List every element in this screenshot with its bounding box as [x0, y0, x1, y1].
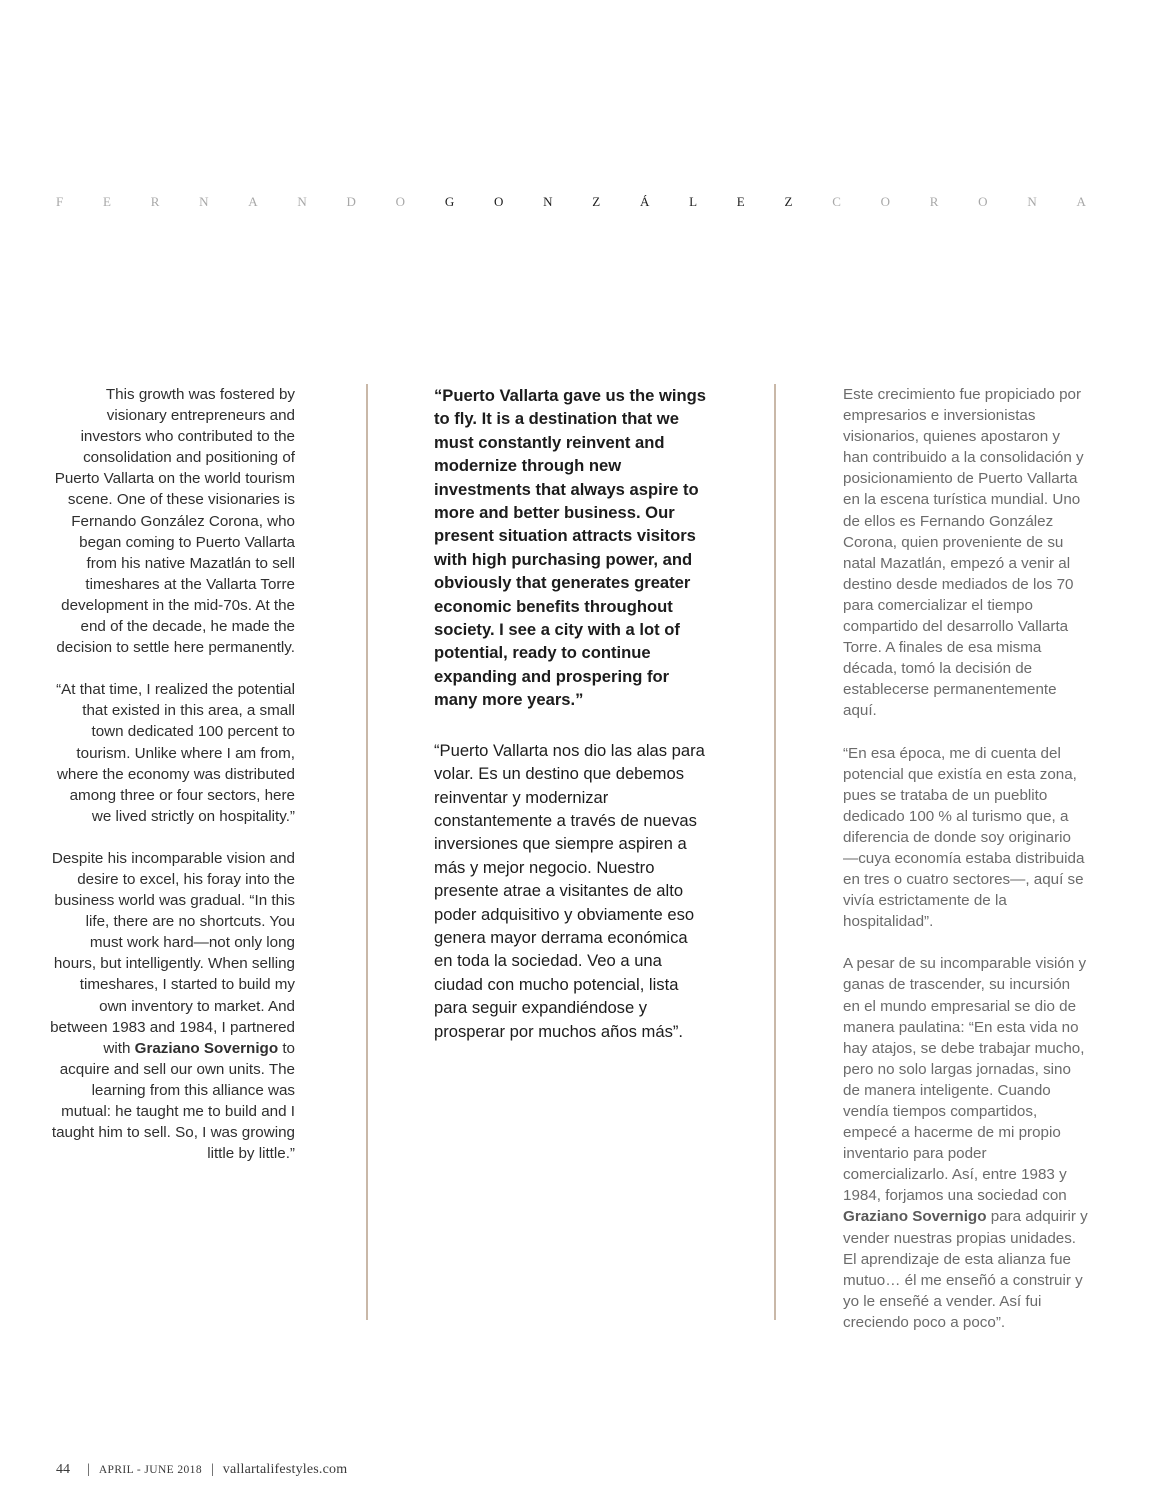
- column-divider: [366, 384, 368, 1320]
- title-letter: F: [56, 194, 64, 209]
- title-letter: Z: [592, 194, 601, 209]
- spanish-paragraph: “En esa época, me di cuenta del potencial que existía en esta zona, pues se trataba de un pueblito dedicado 100 % al turismo que, a diferencia de donde soy originario —cuya economía estaba distribuida en tres o cuatro sectores—, aquí se vivía estrictamente de la hospitalidad”.: [843, 744, 1085, 931]
- spanish-column: [843, 384, 1088, 1354]
- english-paragraph: [50, 848, 295, 1164]
- footer-separator: |: [210, 1462, 214, 1477]
- title-letter: N: [1027, 194, 1037, 209]
- website-link[interactable]: vallartalifestyles.com: [222, 1462, 348, 1477]
- title-letter: L: [689, 194, 698, 209]
- article-title: [56, 192, 1086, 212]
- title-letter: G: [444, 194, 455, 209]
- title-letter: N: [297, 194, 307, 209]
- title-letter: C: [832, 194, 841, 209]
- page-footer: [56, 1461, 347, 1479]
- title-letter: N: [543, 194, 553, 209]
- title-letter: N: [199, 194, 209, 209]
- title-letter: Z: [784, 194, 793, 209]
- title-letter: A: [248, 194, 258, 209]
- title-letter: D: [346, 194, 356, 209]
- title-letter: O: [395, 194, 406, 209]
- spanish-text: A pesar de su incomparable visión y ganas de trascender, su incursión en el mundo empresarial se dio de manera paulatina: “En esta vida no hay atajos, se debe trabajar mucho, pero no solo largas jornadas, sino de manera inteligente. Cuando vendía tiempos compartidos, empecé a hacerme de mi propio inventario para poder comercializarlo. Así, entre 1983 y 1984, forjamos una sociedad con: [843, 955, 1087, 1205]
- english-paragraph: “At that time, I realized the potential that existed in this area, a small town dedicated 100 percent to tourism. Unlike where I am from, where the economy was distributed among three or four sectors, here we lived strictly on hospitality.”: [56, 681, 295, 825]
- partner-name: Graziano Sovernigo: [843, 1208, 987, 1226]
- title-letter: O: [493, 194, 504, 209]
- title-letter: R: [929, 194, 939, 209]
- spanish-text: para adquirir y vender nuestras propias unidades. El aprendizaje de esta alianza fue mutuo… él me enseñó a construir y yo le enseñé a vender. Así fui creciendo poco a poco”.: [843, 1208, 1088, 1331]
- title-letter: E: [102, 194, 111, 209]
- partner-name: Graziano Sovernigo: [134, 1039, 279, 1057]
- title-letter: O: [978, 194, 988, 209]
- column-divider: [774, 384, 776, 1320]
- title-letter: A: [1076, 194, 1086, 209]
- english-paragraph: This growth was fostered by visionary entrepreneurs and investors who contributed to the consolidation and positioning of Puerto Vallarta on the world tourism scene. One of these visionaries is Fernando González Corona, who began coming to Puerto Vallarta from his native Mazatlán to sell timeshares at the Vallarta Torre development in the mid-70s. At the end of the decade, he made the decision to settle here permanently.: [54, 386, 295, 657]
- pull-quote-spanish: “Puerto Vallarta nos dio las alas para volar. Es un destino que debemos reinventar y modernizar constantemente a través de nuevas inversiones que siempre aspiren a más y mejor negocio. Nuestro presente atrae a visitantes de alto poder adquisitivo y obviamente eso genera mayor derrama económica en toda la sociedad. Veo a una ciudad con mucho potencial, lista para seguir expandiéndose y prosperar por muchos años más”.: [434, 740, 705, 1041]
- english-text: Despite his incomparable vision and desire to excel, his foray into the business world was gradual. “In this life, there are no shortcuts. You must work hard—not only long hours, but intelligently. When selling timeshares, I started to build my own inventory to market. And between 1983 and 1984, I partnered with: [50, 849, 295, 1057]
- issue-date: APRIL - JUNE 2018: [98, 1464, 202, 1476]
- title-letter: Á: [639, 194, 650, 209]
- page-number: 44: [56, 1462, 70, 1477]
- english-text: to acquire and sell our own units. The learning from this alliance was mutual: he taught me to build and I taught him to sell. So, I was growing little by little.”: [51, 1039, 295, 1163]
- footer-separator: |: [87, 1462, 90, 1477]
- pull-quote-english: “Puerto Vallarta gave us the wings to fly. It is a destination that we must constantly reinvent and modernize through new investments that always aspire to more and better business. Our present situation attracts visitors with high purchasing power, and obviously that generates greater economic benefits throughout society. I see a city with a lot of potential, ready to continue expanding and prospering for many more years.”: [434, 386, 707, 710]
- title-letter: E: [736, 194, 745, 209]
- english-column: [50, 384, 295, 1185]
- pull-quote-column: [434, 384, 709, 1043]
- title-letter: O: [880, 194, 890, 209]
- spanish-paragraph: [843, 953, 1088, 1333]
- spanish-paragraph: Este crecimiento fue propiciado por empresarios e inversionistas visionarios, quienes apostaron y han contribuido a la consolidación y posicionamiento de Puerto Vallarta en la escena turística mundial. Uno de ellos es Fernando González Corona, quien proveniente de su natal Mazatlán, empezó a venir al destino desde mediados de los 70 para comercializar el tiempo compartido del desarrollo Vallarta Torre. A finales de esa misma década, tomó la decisión de establecerse permanentemente aquí.: [843, 386, 1084, 720]
- title-letter: R: [150, 194, 160, 209]
